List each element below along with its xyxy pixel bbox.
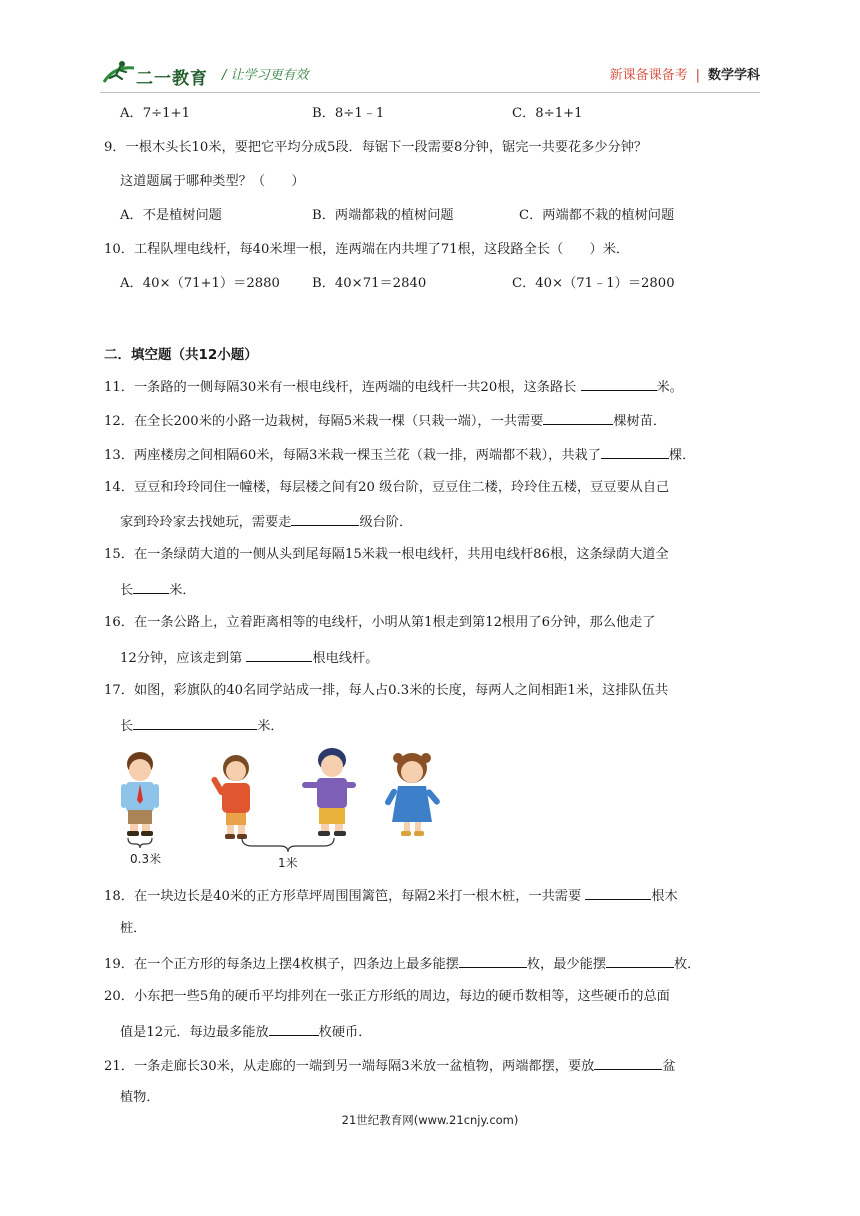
q8-option-a: A．7÷1+1 [120, 106, 190, 121]
q11-unit: 米。 [656, 380, 683, 395]
q20-unit: 枚硬币． [318, 1025, 372, 1040]
q20-text: 值是12元．每边最多能放 [120, 1025, 269, 1040]
brace-0-3m [128, 838, 152, 848]
page-header [100, 56, 760, 92]
children-illustration [112, 746, 462, 871]
q17-figure [112, 746, 462, 871]
q11-text: 11．一条路的一侧每隔30米有一根电线杆，连两端的电线杆一共20根，这条路长 [104, 380, 581, 395]
q12-text: 12．在全长200米的小路一边栽树，每隔5米栽一棵（只栽一端），一共需要 [104, 414, 544, 429]
q19 [104, 954, 700, 974]
q10-line1: 10．工程队埋电线杆，每40米埋一根，连两端在内共埋了71根，这段路全长（ ）米． [104, 242, 630, 257]
q14-unit: 级台阶． [359, 515, 413, 530]
q17-text: 长 [120, 719, 134, 734]
runner-icon [100, 58, 140, 88]
q15-blank[interactable] [133, 580, 169, 594]
child-boy-2 [302, 748, 356, 836]
q13-blank[interactable] [601, 445, 669, 459]
q17-blank[interactable] [133, 716, 257, 730]
brace-1m [242, 838, 334, 852]
q9-line1: 9．一根木头长10米，要把它平均分成5段．每锯下一段需要8分钟，锯完一共要花多少分钟？ [104, 140, 648, 155]
logo [100, 58, 210, 88]
q12 [104, 411, 666, 431]
header-subject: 数学学科 [707, 68, 760, 83]
q18-unit: 根木 [651, 889, 678, 904]
label-0-3m: 0.3米 [130, 852, 162, 866]
q8-option-c: C．8÷1+1 [512, 106, 583, 121]
q9-option-b: B．两端都栽的植树问题 [312, 208, 454, 223]
child-boy-1 [121, 752, 159, 836]
q20-line2 [120, 1022, 371, 1042]
q19-text-2: 枚，最少能摆 [526, 957, 606, 972]
header-right [610, 64, 760, 83]
q12-blank[interactable] [543, 411, 613, 425]
q15-line1: 15．在一条绿荫大道的一侧从头到尾每隔15米栽一根电线杆，共用电线杆86根，这条绿荫大道全 [104, 547, 669, 562]
q14-line1: 14．豆豆和玲玲同住一幢楼，每层楼之间有20 级台阶，豆豆住二楼，玲玲住五楼，豆豆要从自己 [104, 480, 670, 495]
q10-option-c: C．40×（71﹣1）＝2800 [512, 276, 675, 291]
q19-text: 19．在一个正方形的每条边上摆4枚棋子，四条边上最多能摆 [104, 957, 459, 972]
q11 [104, 377, 683, 397]
q13-unit: 棵． [668, 448, 696, 463]
q11-blank[interactable] [581, 377, 657, 391]
q17-unit: 米． [257, 719, 284, 734]
label-1m: 1米 [278, 856, 298, 870]
q18 [104, 886, 678, 906]
q21-text: 21．一条走廊长30米，从走廊的一端到另一端每隔3米放一盆植物，两端都摆，要放 [104, 1059, 595, 1074]
q18-text: 18．在一块边长是40米的正方形草坪周围围篱笆，每隔2米打一根木桩，一共需要 [104, 889, 586, 904]
q16-line1: 16．在一条公路上，立着距离相等的电线杆，小明从第1根走到第12根用了6分钟，那么他走了 [104, 615, 656, 630]
q15-unit: 米． [169, 583, 196, 598]
q10-option-a: A．40×（71+1）＝2880 [120, 276, 280, 291]
q18-line2: 桩． [120, 921, 147, 936]
q13 [104, 445, 695, 465]
header-separator: | [695, 68, 700, 83]
q20-line1: 20．小东把一些5角的硬币平均排列在一张正方形纸的周边，每边的硬币数相等，这些硬币的总面 [104, 989, 670, 1004]
child-girl-2 [384, 753, 441, 836]
header-divider [100, 92, 760, 93]
slogan: / 让学习更有效 [222, 68, 309, 83]
q10-option-b: B．40×71＝2840 [312, 276, 427, 291]
q19-unit: 枚． [673, 957, 701, 972]
section-title: 二．填空题（共12小题） [104, 347, 258, 363]
q15-text: 长 [120, 583, 134, 598]
q9-option-c: C．两端都不栽的植树问题 [519, 208, 675, 223]
q21-line2: 植物． [120, 1090, 160, 1105]
q15-line2 [120, 580, 196, 600]
q13-text: 13．两座楼房之间相隔60米，每隔3米栽一棵玉兰花（栽一排，两端都不栽），共栽了 [104, 448, 601, 463]
q16-text: 12分钟，应该走到第 [120, 651, 247, 666]
header-course: 新课备课备考 [609, 68, 688, 83]
q19-blank-1[interactable] [459, 954, 527, 968]
q14-line2 [120, 512, 412, 532]
q18-blank[interactable] [585, 886, 651, 900]
q21-blank[interactable] [594, 1056, 662, 1070]
q8-option-b: B．8÷1﹣1 [312, 106, 385, 121]
child-girl-1 [210, 755, 250, 839]
q21 [104, 1056, 676, 1076]
q12-unit: 棵树苗． [613, 414, 667, 429]
q14-text: 家到玲玲家去找她玩，需要走 [120, 515, 292, 530]
q16-blank[interactable] [246, 648, 312, 662]
logo-text: 二一教育 [136, 69, 208, 89]
q21-unit: 盆 [662, 1059, 676, 1074]
q9-line2: 这道题属于哪种类型？（ ） [120, 174, 305, 189]
q9-option-a: A．不是植树问题 [120, 208, 222, 223]
page-footer: 21世纪教育网(www.21cnjy.com) [341, 1113, 519, 1127]
q14-blank[interactable] [291, 512, 359, 526]
q16-line2 [120, 648, 378, 668]
q19-blank-2[interactable] [606, 954, 674, 968]
q16-unit: 根电线杆。 [312, 651, 379, 666]
q20-blank[interactable] [269, 1022, 319, 1036]
q17-line2 [120, 716, 284, 736]
q17-line1: 17．如图，彩旗队的40名同学站成一排，每人占0.3米的长度，每两人之间相距1米，这排队伍共 [104, 683, 669, 698]
